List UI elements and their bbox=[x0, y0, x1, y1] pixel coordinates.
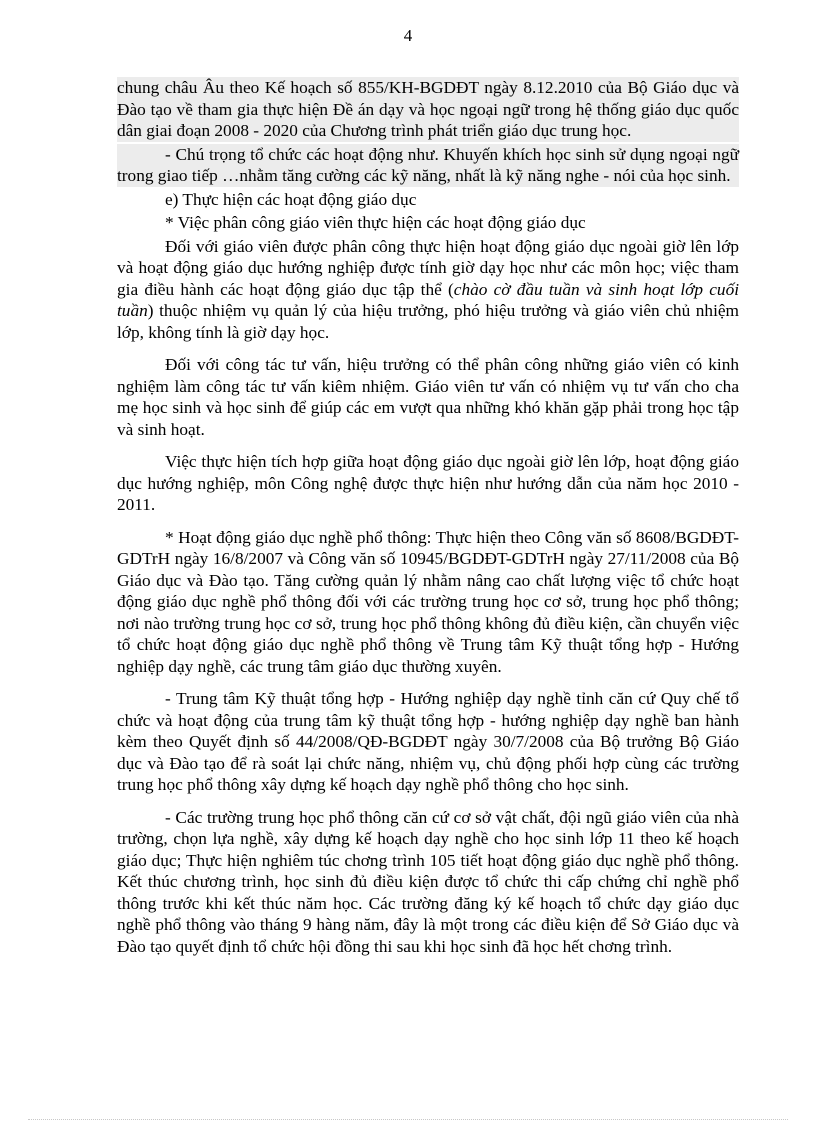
paragraph-foreign-language-plan: chung châu Âu theo Kế hoạch số 855/KH-BGDĐT ngày 8.12.2010 của Bộ Giáo dục và Đào tạo về tham gia thực hiện Đề án dạy và học ngoại ngữ trong hệ thống giáo dục quốc dân giai đoạn 2008 - 2020 của Chương trình phát triển giáo dục trung học. bbox=[117, 78, 739, 140]
section-heading-education-activities: e) Thực hiện các hoạt động giáo dục bbox=[165, 189, 417, 209]
paragraph-teacher-assignment bbox=[117, 236, 739, 344]
paragraph-integration: Việc thực hiện tích hợp giữa hoạt động giáo dục ngoài giờ lên lớp, hoạt động giáo dục hướng nghiệp, môn Công nghệ được thực hiện như hướng dẫn của năm học 2010 - 2011. bbox=[117, 452, 739, 514]
paragraph-teacher-assignment-italic: chào cờ đầu tuần và sinh hoạt lớp cuối tuần bbox=[117, 279, 740, 320]
paragraph-foreign-language-activities: - Chú trọng tổ chức các hoạt động như. Khuyến khích học sinh sử dụng ngoại ngữ trong giao tiếp …nhằm tăng cường các kỹ năng, nhất là kỹ năng nghe - nói của học sinh. bbox=[117, 144, 739, 185]
paragraph-teacher-assignment-text: Đối với giáo viên được phân công thực hiện hoạt động giáo dục ngoài giờ lên lớp và hoạt động giáo dục hướng nghiệp được tính giờ dạy học như các môn học; việc tham gia điều hành các hoạt động giáo dục tập thể ( bbox=[117, 236, 739, 299]
page-number: 4 bbox=[403, 26, 413, 45]
page-bottom-border bbox=[28, 1119, 788, 1120]
paragraph-technical-center: - Trung tâm Kỹ thuật tổng hợp - Hướng nghiệp dạy nghề tỉnh căn cứ Quy chế tổ chức và hoạt động của trung tâm kỹ thuật tổng hợp - hướng nghiệp dạy nghề ban hành kèm theo Quyết định số 44/2008/QĐ-BGDĐT ngày 30/7/2008 của Bộ trưởng Bộ Giáo dục và Đào tạo để rà soát lại chức năng, nhiệm vụ, chủ động phối hợp cùng các trường trung học phổ thông xây dựng kế hoạch dạy nghề phổ thông cho học sinh. bbox=[117, 689, 739, 794]
paragraph-high-schools: - Các trường trung học phổ thông căn cứ cơ sở vật chất, đội ngũ giáo viên của nhà trường, chọn lựa nghề, xây dựng kế hoạch dạy nghề cho học sinh lớp 11 theo kế hoạch giáo dục; Thực hiện nghiêm túc chơng trình 105 tiết hoạt động giáo dục nghề phổ thông. Kết thúc chương trình, học sinh đủ điều kiện được tổ chức thi cấp chứng chỉ nghề phổ thông trước khi kết thúc năm học. Các trường đăng ký kế hoạch tổ chức dạy giáo dục nghề phổ thông vào tháng 9 hàng năm, đây là một trong các điều kiện để Sở Giáo dục và Đào tạo quyết định tổ chức hội đồng thi sau khi học sinh đã học hết chơng trình. bbox=[117, 807, 739, 956]
paragraph-teacher-assignment-text-end: ) thuộc nhiệm vụ quản lý của hiệu trưởng, phó hiệu trưởng và giáo viên chủ nhiệm lớp, không tính là giờ dạy học. bbox=[117, 301, 739, 342]
document-body bbox=[117, 77, 739, 957]
subheading-teacher-assignment: * Việc phân công giáo viên thực hiện các hoạt động giáo dục bbox=[165, 213, 586, 232]
paragraph-vocational-education: * Hoạt động giáo dục nghề phổ thông: Thực hiện theo Công văn số 8608/BGDĐT-GDTrH ngày 16/8/2007 và Công văn số 10945/BGDĐT-GDTrH ngày 27/11/2008 của Bộ Giáo dục và Đào tạo. Tăng cường quản lý nhằm nâng cao chất lượng việc tổ chức hoạt động giáo dục nghề phổ thông đối với các trường trung học cơ sở, trung học phổ thông; nơi nào trường trung học cơ sở, trung học phổ thông không đủ điều kiện, cần chuyển việc tổ chức hoạt động giáo dục nghề phổ thông về Trung tâm Kỹ thuật tổng hợp - Hướng nghiệp dạy nghề, các trung tâm giáo dục thường xuyên. bbox=[117, 527, 739, 676]
paragraph-counseling: Đối với công tác tư vấn, hiệu trưởng có thể phân công những giáo viên có kinh nghiệm làm công tác tư vấn kiêm nhiệm. Giáo viên tư vấn có nhiệm vụ tư vấn cho cha mẹ học sinh và học sinh để giúp các em vượt qua những khó khăn gặp phải trong học tập và sinh hoạt. bbox=[117, 355, 739, 439]
